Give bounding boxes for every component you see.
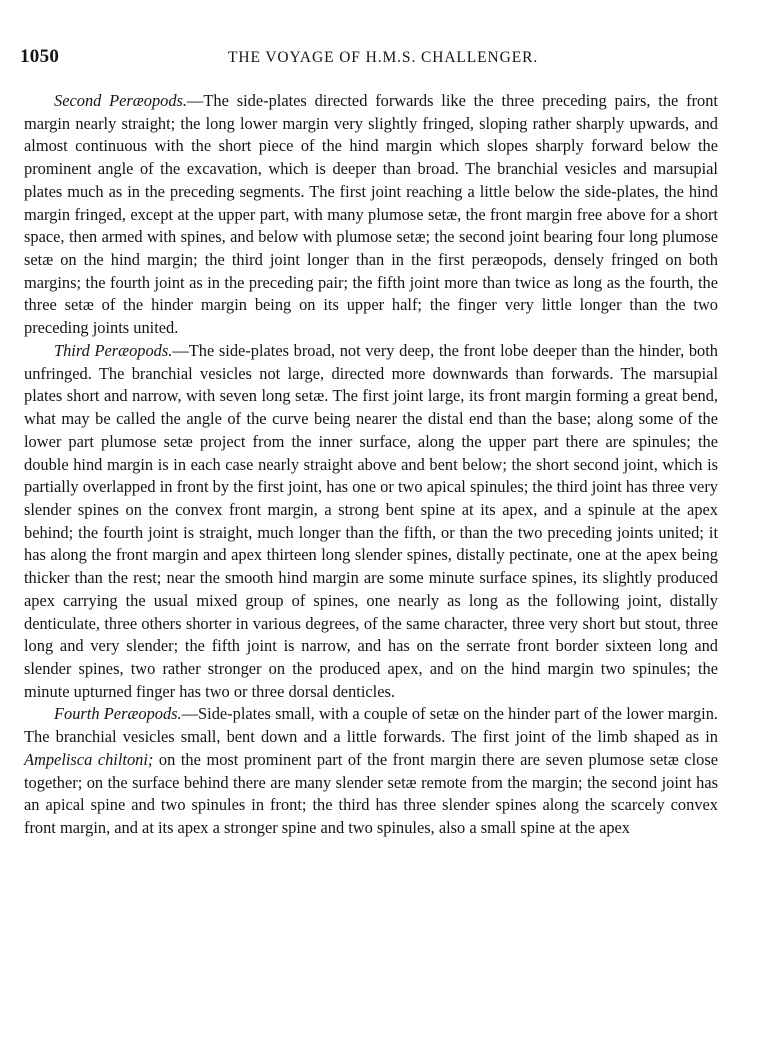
- paragraph-text: —Side-plates small, with a couple of setæ on the hinder part of the lower margin. The branchial vesicles small, bent down and a little forwards. The first joint of the limb shaped as in: [24, 704, 719, 747]
- paragraph-fourth-peraeopods: [24, 703, 718, 839]
- paragraph-heading: Second Peræopods.: [54, 91, 188, 110]
- body-text: [24, 90, 718, 840]
- paragraph-second-peraeopods: [24, 90, 718, 340]
- species-name: Ampelisca chiltoni;: [24, 749, 154, 769]
- paragraph-text: on the most prominent part of the front margin there are seven plumose setæ close together; on the surface behind there are many slender setæ remote from the margin; the second joint has an apical spine and two spinules in front; the third has three slender spines along the scarcely convex front margin, and at its apex a stronger spine and two spinules, also a small spine at the apex: [24, 749, 718, 837]
- running-title: THE VOYAGE OF H.M.S. CHALLENGER.: [228, 49, 539, 66]
- page-number: 1050: [20, 46, 60, 67]
- paragraph-heading: Fourth Peræopods.: [54, 704, 182, 724]
- paragraph-text: —The side-plates broad, not very deep, the front lobe deeper than the hinder, both unfringed. The branchial vesicles not large, directed more downwards than forwards. The marsupial plates short and narrow, with seven long setæ. The first joint large, its front margin forming a great bend, what may be called the angle of the curve being nearer the distal end than the base; along some of the lower part plumose setæ project from the inner surface, along the upper part there are spinules; the double hind margin is in each case nearly straight above and bent below; the short second joint, which is partially overlapped in front by the first joint, has one or two apical spinules; the third joint has three very slender spines on the convex front margin, a strong bent spine at its apex, and a spinule at the apex behind; the fourth joint is straight, much longer than the fifth, or than the two preceding joints united; it has along the front margin and apex thirteen long slender spines, distally pectinate, one at the apex being thicker than the rest; near the smooth hind margin are some minute surface spines, its slightly produced apex carrying the usual mixed group of spines, one nearly as long as the following joint, distally denticulate, three others shorter in various degrees, of the same character, three very short but stout, three long and very slender; the fifth joint is narrow, and has on the serrate front border sixteen long and slender spines, two rather stronger on the produced apex, and on the hind margin two spinules; the minute upturned finger has two or three dorsal denticles.: [24, 340, 718, 701]
- paragraph-heading: Third Peræopods.: [54, 340, 173, 360]
- page-header: [20, 46, 736, 70]
- paragraph-text: —The side-plates directed forwards like the three preceding pairs, the front margin nearly straight; the long lower margin very slightly fringed, sloping rather sharply upwards, and almost continuous with the short piece of the hind margin which slopes sharply forward below the prominent angle of the excavation, which is deeper than broad. The branchial vesicles and marsupial plates much as in the preceding segments. The first joint reaching a little below the side-plates, the hind margin fringed, except at the upper part, with many plumose setæ, the front margin free above for a short space, then armed with spines, and below with plumose setæ; the second joint bearing four long plumose setæ on the hind margin; the third joint longer than in the first peræopods, densely fringed on both margins; the fourth joint as in the preceding pair; the fifth joint more than twice as long as the fourth, the three setæ of the hinder margin being on its upper half; the finger very little longer than the two preceding joints united.: [24, 91, 718, 338]
- paragraph-third-peraeopods: [24, 340, 718, 704]
